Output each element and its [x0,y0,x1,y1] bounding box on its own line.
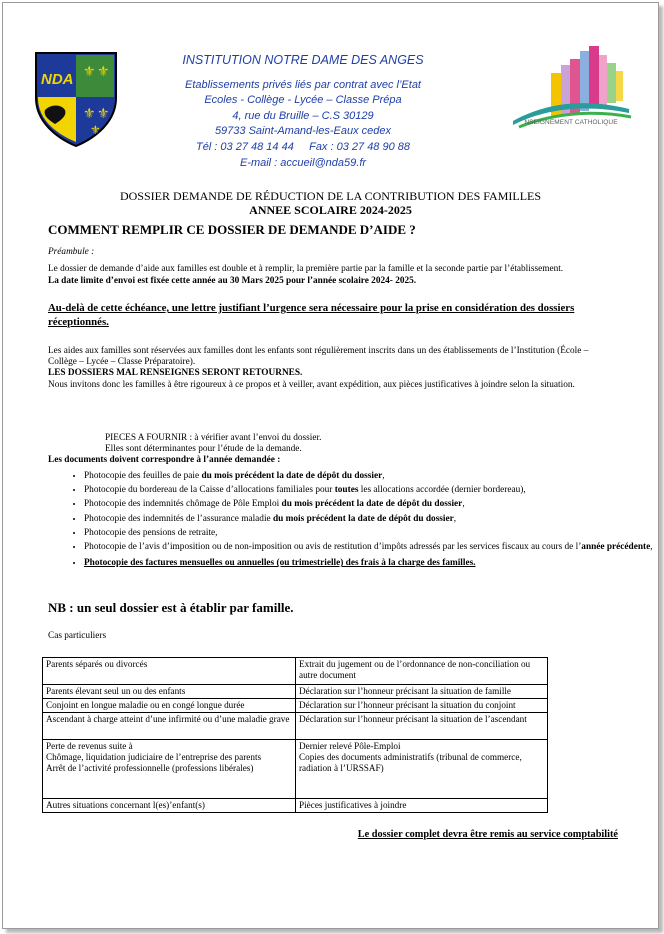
deadline-text: La date limite d’envoi est fixée cette année au 30 Mars 2025 pour l’année scolaire 2024- 2025. [48,276,417,286]
how-to-fill-heading: COMMENT REMPLIR CE DOSSIER DE DEMANDE D’AIDE ? [48,222,416,237]
case-situation: Ascendant à charge atteint d’une infirmité ou d’une maladie grave [43,713,296,740]
school-year-title: ANNEE SCOLAIRE 2024-2025 [249,203,412,217]
svg-text:⚜: ⚜ [83,107,96,122]
institution-name: INSTITUTION NOTRE DAME DES ANGES [182,53,424,67]
list-item: • Photocopie de l’avis d’imposition ou de non-imposition ou avis de restitution d’impôts adressés par les services fiscaux au cours de l’année précédente, [84,540,659,554]
shield-letters: NDA [41,71,74,88]
pieces-note: Elles sont déterminantes pour l’étude de la demande. [105,444,302,454]
header-email: E-mail : accueil@nda59.fr [239,156,367,169]
case-document: Dernier relevé Pôle-Emploi Copies des documents administratifs (tribunal de commerce, radiation à l’URSSAF) [296,740,548,799]
case-situation: Parents élevant seul un ou des enfants [43,685,296,699]
footer-instruction: Le dossier complet devra être remis au service comptabilité [357,829,618,840]
enseignement-catholique-logo [509,43,633,131]
table-row [43,685,548,699]
returned-warning: LES DOSSIERS MAL RENSEIGNES SERONT RETOURNES. [48,368,303,378]
preamble-text: Le dossier de demande d’aide aux familles est double et à remplir, la première partie par la famille et la seconde partie par l’établissement. [48,264,564,274]
invitation-text: Nous invitons donc les familles à être rigoureux à ce propos et à veiller, avant expédition, aux pièces justificatives à joindre selon la situation. [48,380,575,390]
table-row [43,658,548,685]
list-item: • Photocopie du bordereau de la Caisse d’allocations familiales pour toutes les allocations accordée (dernier bordereau), [84,483,659,497]
table-row [43,713,548,740]
pieces-heading: PIECES A FOURNIR : à vérifier avant l’envoi du dossier. [105,433,322,443]
case-situation: Conjoint en longue maladie ou en congé longue durée [43,699,296,713]
list-item: • Photocopie des indemnités chômage de Pôle Emploi du mois précédent la date de dépôt du dossier, [84,497,659,511]
header-city: 59733 Saint-Amand-les-Eaux cedex [214,125,392,138]
list-item: • Photocopie des pensions de retraite, [84,526,659,540]
list-item: • Photocopie des factures mensuelles ou annuelles (ou trimestrielle) des frais à la charge des familles. [84,556,659,570]
special-cases-table [42,657,548,813]
header-phone: Tél : 03 27 48 14 44 Fax : 03 27 48 90 88 [195,140,411,153]
case-document: Déclaration sur l’honneur précisant la situation de l’ascendant [296,713,548,740]
institution-header [163,53,443,171]
case-situation: Autres situations concernant l(es)’enfant(s) [43,799,296,813]
case-situation: Parents séparés ou divorcés [43,658,296,685]
eligibility-text: Collège – Lycée – Classe Préparatoire). [48,357,196,367]
case-document: Déclaration sur l’honneur précisant la situation du conjoint [296,699,548,713]
table-row [43,740,548,799]
header-line: Ecoles - Collège - Lycée – Classe Prépa [204,94,402,107]
warning-line: réceptionnés. [48,316,109,328]
institution-shield-logo [33,50,119,148]
documents-list [48,469,659,570]
list-item: • Photocopie des feuilles de paie du mois précédent la date de dépôt du dossier, [84,469,659,483]
cases-label: Cas particuliers [48,631,107,641]
document-title: DOSSIER DEMANDE DE RÉDUCTION DE LA CONTRIBUTION DES FAMILLES [119,189,542,203]
svg-text:⚜: ⚜ [83,65,96,80]
header-line: Etablissements privés liés par contrat avec l’Etat [185,78,421,91]
svg-text:⚜: ⚜ [97,107,110,122]
svg-text:⚜: ⚜ [90,123,101,137]
table-row [43,799,548,813]
case-situation: Perte de revenus suite à Chômage, liquidation judiciaire de l’entreprise des parents Arrêt de l’activité professionnelle (professions libérales) [43,740,296,799]
case-document: Pièces justificatives à joindre [296,799,548,813]
catholic-logo-label: NSEIGNEMENT CATHOLIQUE [524,119,618,126]
warning-line: Au-delà de cette échéance, une lettre justifiant l’urgence sera nécessaire pour la prise en considération des dossiers [48,302,575,314]
document-page [2,2,659,929]
table-row [43,699,548,713]
header-address: 4, rue du Bruille – C.S 30129 [232,109,374,122]
case-document: Extrait du jugement ou de l’ordonnance de non-conciliation ou autre document [296,658,548,685]
svg-text:⚜: ⚜ [97,65,110,80]
case-document: Déclaration sur l’honneur précisant la situation de famille [296,685,548,699]
nb-note: NB : un seul dossier est à établir par famille. [48,600,294,615]
documents-heading: Les documents doivent correspondre à l’année demandée : [48,455,281,465]
preamble-label: Préambule : [48,247,95,257]
list-item: • Photocopie des indemnités de l’assurance maladie du mois précédent la date de dépôt du dossier, [84,512,659,526]
eligibility-text: Les aides aux familles sont réservées aux familles dont les enfants sont régulièrement inscrits dans un des établissements de l’Institution (École – [48,346,589,356]
